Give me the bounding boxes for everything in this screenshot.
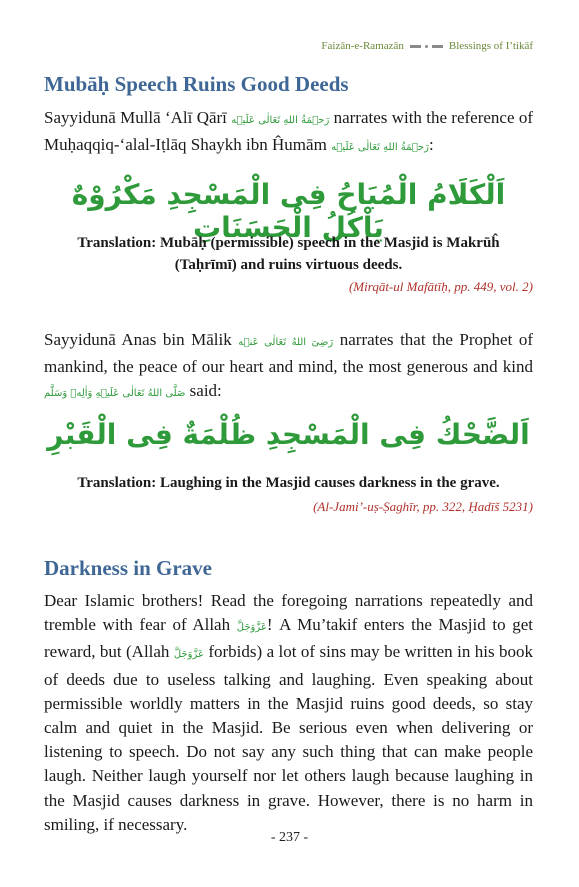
arabic-quote-speech: اَلْكَلَامُ الْمُبَاحُ فِی الْمَسْجِدِ مَكْرُوْهٌ يَاْكُلُ الْحَسَنَاتِ: [71, 178, 506, 244]
translation-laughing: Translation: Laughing in the Masjid causes darkness in the grave.: [77, 475, 500, 491]
header-separator: [410, 45, 443, 48]
arabic-glorification: عَزَّوَجَلَّ: [173, 649, 204, 661]
page-number: - 237 -: [270, 830, 309, 845]
section-heading-mubah: Mubāḥ Speech Ruins Good Deeds: [44, 72, 349, 96]
reference-mirqat: (Mirqāt-ul Mafātīḥ, pp. 449, vol. 2): [348, 279, 533, 294]
translation-speech: Translation: Mubāḥ (permissible) speech in the Masjid is Makrūĥ (Taḥrīmī) and ruins virtuous deeds.: [77, 235, 500, 273]
arabic-honorific: رَضِیَ اللهُ تَعَالٰی عَنۡه: [238, 337, 334, 348]
arabic-glorification: عَزَّوَجَلَّ: [236, 622, 267, 634]
header-chapter-title: Blessings of I’tikāf: [448, 40, 533, 52]
arabic-quote-laughing: اَلضَّحْكُ فِی الْمَسْجِدِ ظُلْمَةٌ فِی الْقَبْرِ: [47, 418, 530, 451]
reference-jami-us-saghir: (Al-Jami’-uṣ-Ṣaghīr, pp. 322, Ḥadīš 5231): [313, 499, 533, 514]
paragraph-mulla-ali-qari: Sayyidunā Mullā ‘Alī Qārī رَحۡمَةُ اللهِ تَعَالٰی عَلَیۡه narrates with the reference of Muḥaqqiq-‘alal-Iṭlāq Shaykh ibn Ĥumām رَحۡمَةُ اللهِ تَعَالٰی عَلَیۡه:: [44, 108, 533, 155]
paragraph-anas-bin-malik: Sayyidunā Anas bin Mālik رَضِیَ اللهُ تَعَالٰی عَنۡه narrates that the Prophet of mankind, the peace of our heart and mind, the most generous and kind صَلَّی اللهُ تَعَالٰی عَلَیۡهِ وَاٰلِهٖ وَسَلَّم said:: [44, 330, 533, 401]
running-header: [321, 40, 533, 52]
paragraph-darkness-in-grave: Dear Islamic brothers! Read the foregoing narrations repeatedly and tremble with fear of Allah عَزَّوَجَلَّ! A Mu’takif enters the Masjid to get reward, but (Allah عَزَّوَجَلَّ forbids) a lot of sins may be written in his book of deeds due to useless talking and laughing. Even speaking about permissible worldly matters in the Masjid ruins good deeds, so stay calm and quiet in the Masjid. Be serious even when delivering or listening to speech. Do not say any such thing that can make people laugh. Neither laugh yourself nor let others laugh because laughing in the Masjid causes darkness in grave. However, there is no harm in smiling, if necessary.: [44, 591, 533, 834]
arabic-honorific: رَحۡمَةُ اللهِ تَعَالٰی عَلَیۡه: [331, 142, 429, 154]
header-book-title: Faizān-e-Ramazān: [321, 40, 404, 52]
arabic-salutation: صَلَّی اللهُ تَعَالٰی عَلَیۡهِ وَاٰلِهٖ وَسَلَّم: [44, 388, 186, 400]
arabic-honorific: رَحۡمَةُ اللهِ تَعَالٰی عَلَیۡه: [231, 115, 330, 126]
section-heading-darkness: Darkness in Grave: [44, 556, 212, 580]
